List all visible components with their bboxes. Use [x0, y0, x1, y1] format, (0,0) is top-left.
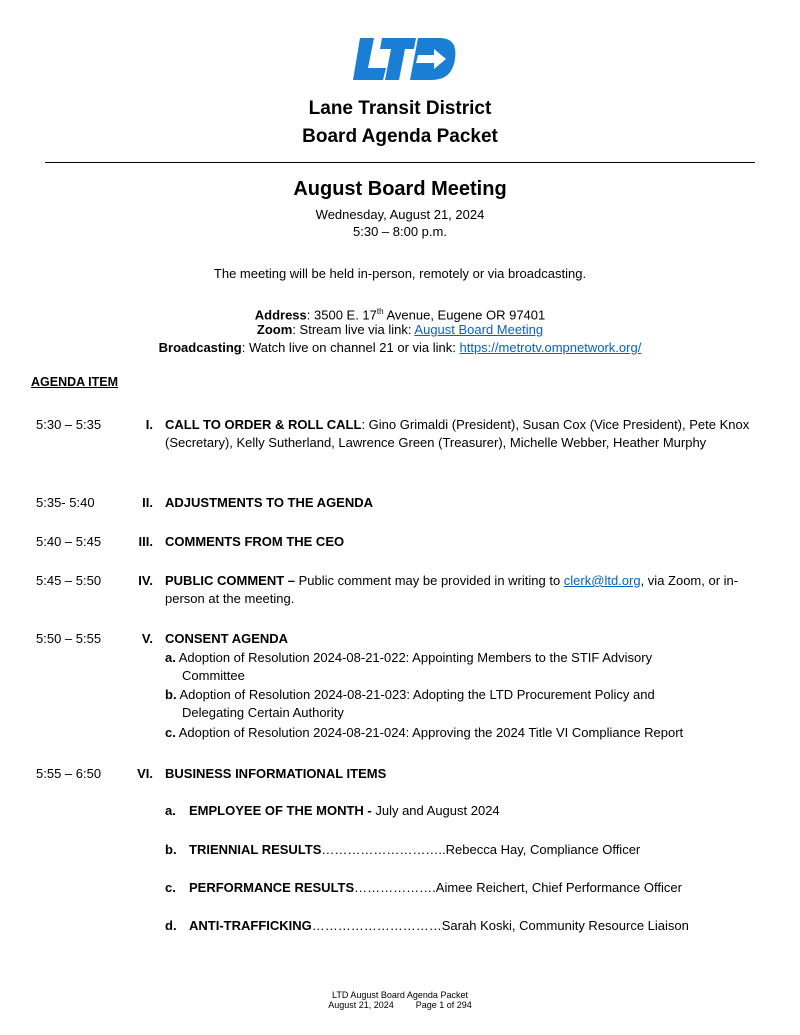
item-number: VI. — [137, 766, 153, 781]
divider — [45, 162, 755, 163]
item-title: BUSINESS INFORMATIONAL ITEMS — [165, 766, 387, 781]
item-number: II. — [142, 495, 153, 510]
meeting-date: Wednesday, August 21, 2024 — [315, 207, 485, 222]
item-time: 5:35- 5:40 — [36, 495, 95, 510]
broadcast-link[interactable]: https://metrotv.ompnetwork.org/ — [459, 340, 642, 355]
item-time: 5:55 – 6:50 — [36, 766, 102, 781]
meeting-title: August Board Meeting — [293, 178, 507, 200]
item-title: COMMENTS FROM THE CEO — [165, 534, 345, 549]
agenda-item-heading: AGENDA ITEM — [31, 375, 119, 389]
meeting-note: The meeting will be held in-person, remotely or via broadcasting. — [213, 266, 587, 281]
item-time: 5:40 – 5:45 — [36, 534, 102, 549]
footer-date: August 21, 2024 — [328, 1000, 394, 1010]
item-body: PUBLIC COMMENT – Public comment may be provided in writing to clerk@ltd.org, via Zoom, or in-person at the meeting. — [165, 573, 739, 606]
address-line: Address: 3500 E. 17th Avenue, Eugene OR 97401 — [254, 307, 546, 323]
footer-title: LTD August Board Agenda Packet — [332, 990, 468, 1000]
page-footer — [0, 990, 800, 1010]
broadcast-label: Broadcasting — [158, 340, 242, 355]
item-number: V. — [141, 631, 153, 646]
page-number: Page 1 of 294 — [415, 1000, 472, 1010]
clerk-email-link[interactable]: clerk@ltd.org — [563, 573, 641, 588]
address-label: Address — [254, 307, 307, 323]
item-title: ADJUSTMENTS TO THE AGENDA — [165, 495, 374, 510]
item-time: 5:30 – 5:35 — [36, 417, 102, 432]
item-time: 5:50 – 5:55 — [36, 631, 102, 646]
ltd-logo — [352, 38, 458, 80]
item-title: CONSENT AGENDA — [165, 631, 289, 646]
item-body: CALL TO ORDER & ROLL CALL: Gino Grimaldi (President), Susan Cox (Vice President), Pete Knox (Secretary), Kelly Sutherland, Lawrence Green (Treasurer), Michelle Webber, Heather Murphy — [165, 417, 750, 450]
broadcast-line: Broadcasting: Watch live on channel 21 or via link: https://metrotv.ompnetwork.org/ — [158, 340, 642, 355]
zoom-meeting-link[interactable]: August Board Meeting — [414, 322, 544, 337]
item-time: 5:45 – 5:50 — [36, 573, 102, 588]
item-number: III. — [138, 534, 153, 549]
meeting-time: 5:30 – 8:00 p.m. — [353, 224, 447, 239]
org-name: Lane Transit District — [308, 98, 492, 119]
zoom-label: Zoom — [256, 322, 293, 337]
item-number: IV. — [138, 573, 153, 588]
zoom-line: Zoom: Stream live via link: August Board Meeting — [256, 322, 544, 337]
item-number: I. — [145, 417, 153, 432]
packet-title: Board Agenda Packet — [302, 126, 498, 147]
